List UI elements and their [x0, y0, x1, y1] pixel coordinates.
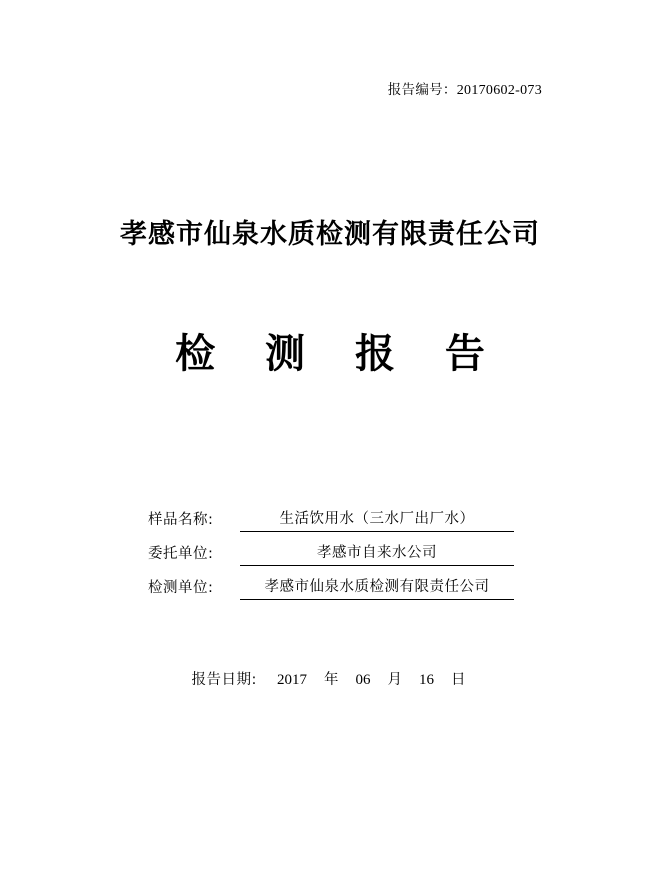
sample-info-block [148, 500, 514, 602]
company-name: 孝感市仙泉水质检测有限责任公司 [120, 219, 540, 250]
info-row [148, 500, 514, 532]
report-date-label: 报告日期: [191, 672, 257, 688]
info-row [148, 534, 514, 566]
testing-unit-label: 检测单位: [148, 580, 214, 596]
page-title: 检 测 报 告 [175, 330, 503, 377]
report-number-value: 20170602-073 [456, 83, 542, 98]
report-number [0, 78, 542, 99]
report-date-month-unit: 月 [387, 672, 402, 688]
report-date-month: 06 [355, 672, 371, 688]
report-date-day-unit: 日 [450, 672, 466, 688]
report-date-year-unit: 年 [323, 672, 339, 688]
info-row [148, 568, 514, 600]
client-unit-label: 委托单位: [148, 546, 214, 562]
report-date-year: 2017 [276, 672, 307, 688]
sample-name-label: 样品名称: [148, 512, 214, 528]
testing-unit-value: 孝感市仙泉水质检测有限责任公司 [240, 575, 514, 600]
client-unit-value: 孝感市自来水公司 [240, 541, 514, 566]
sample-name-value: 生活饮用水（三水厂出厂水） [240, 507, 514, 532]
report-number-label: 报告编号： [387, 82, 457, 98]
report-date-day: 16 [418, 672, 434, 688]
report-date [0, 668, 660, 689]
